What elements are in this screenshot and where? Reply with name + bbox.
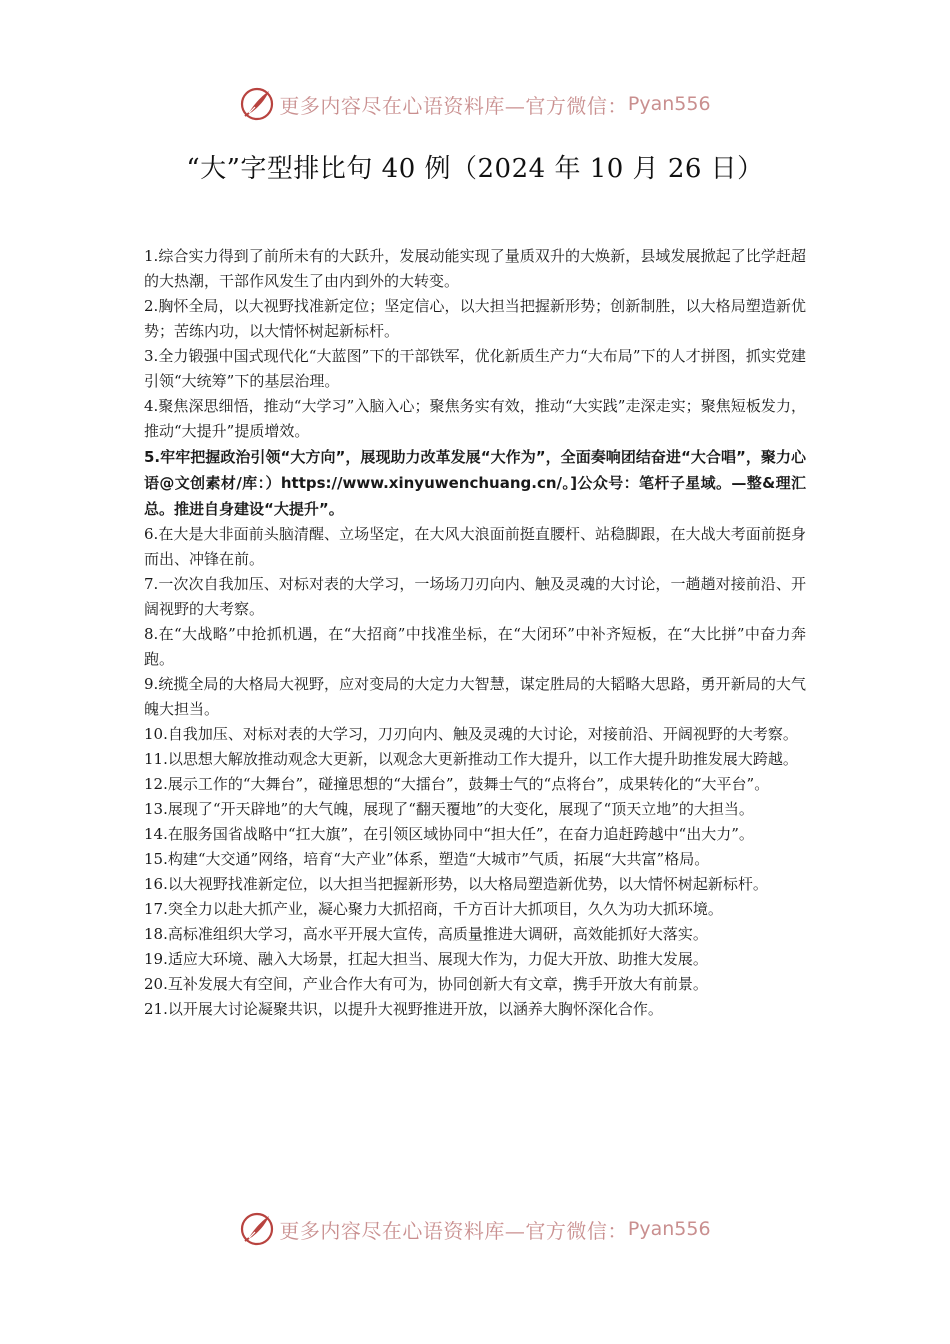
list-item-17: 17.突全力以赴大抓产业，凝心聚力大抓招商，千方百计大抓项目，久久为功大抓环境。 <box>144 900 723 918</box>
list-item-3: 3.全力锻强中国式现代化“大蓝图”下的干部铁军，优化新质生产力“大布局”下的人才拼图，抓实党建引领“大统筹”下的基层治理。 <box>144 347 806 390</box>
document-body <box>144 244 806 1022</box>
list-item-4: 4.聚焦深思细悟，推动“大学习”入脑入心；聚焦务实有效，推动“大实践”走深走实；聚焦短板发力，推动“大提升”提质增效。 <box>144 397 806 440</box>
list-item-11: 11.以思想大解放推动观念大更新，以观念大更新推动工作大提升，以工作大提升助推发展大跨越。 <box>144 750 798 768</box>
list-item-12: 12.展示工作的“大舞台”，碰撞思想的“大擂台”，鼓舞士气的“点将台”，成果转化的“大平台”。 <box>144 775 770 793</box>
list-item-9: 9.统揽全局的大格局大视野，应对变局的大定力大智慧，谋定胜局的大韬略大思路，勇开新局的大气魄大担当。 <box>144 675 806 718</box>
list-item-19: 19.适应大环境、融入大场景，扛起大担当、展现大作为，力促大开放、助推大发展。 <box>144 950 708 968</box>
quill-logo-icon <box>239 86 275 122</box>
page-title: “大”字型排比句 40 例（2024 年 10 月 26 日） <box>186 154 764 184</box>
list-item-10: 10.自我加压、对标对表的大学习，刀刃向内、触及灵魂的大讨论，对接前沿、开阔视野的大考察。 <box>144 725 798 743</box>
list-item-2: 2.胸怀全局，以大视野找准新定位；坚定信心，以大担当把握新形势；创新制胜，以大格局塑造新优势；苦练内功，以大情怀树起新标杆。 <box>144 297 806 340</box>
list-item-1: 1.综合实力得到了前所未有的大跃升，发展动能实现了量质双升的大焕新，县域发展掀起了比学赶超的大热潮，干部作风发生了由内到外的大转变。 <box>144 247 806 290</box>
list-item-13: 13.展现了“开天辟地”的大气魄，展现了“翻天覆地”的大变化，展现了“顶天立地”的大担当。 <box>144 800 754 818</box>
banner-wechat-id: Pyan556 <box>627 93 711 115</box>
list-item-15: 15.构建“大交通”网络，培育“大产业”体系，塑造“大城市”气质，拓展“大共富”格局。 <box>144 850 710 868</box>
banner-text: 更多内容尽在心语资料库—官方微信： <box>279 1218 628 1243</box>
banner-wechat-id: Pyan556 <box>627 1218 711 1240</box>
list-item-18: 18.高标准组织大学习，高水平开展大宣传，高质量推进大调研，高效能抓好大落实。 <box>144 925 708 943</box>
list-item-8: 8.在“大战略”中抢抓机遇，在“大招商”中找准坐标，在“大闭环”中补齐短板，在“大比拼”中奋力奔跑。 <box>144 625 806 668</box>
list-item-21: 21.以开展大讨论凝聚共识，以提升大视野推进开放，以涵养大胸怀深化合作。 <box>144 1000 663 1018</box>
header-banner <box>0 84 950 124</box>
list-item-5: 5.牢牢把握政治引领“大方向”，展现助力改革发展“大作为”，全面奏响团结奋进“大合唱”，聚力心语@文创素材/库：）https://www.xinyuwenchuang.cn/。]公众号：笔杆子星域。—整&理汇总。推进自身建设“大提升”。 <box>144 448 806 518</box>
list-item-16: 16.以大视野找准新定位，以大担当把握新形势，以大格局塑造新优势，以大情怀树起新标杆。 <box>144 875 768 893</box>
list-item-7: 7.一次次自我加压、对标对表的大学习，一场场刀刃向内、触及灵魂的大讨论，一趟趟对接前沿、开阔视野的大考察。 <box>144 575 806 618</box>
list-item-6: 6.在大是大非面前头脑清醒、立场坚定，在大风大浪面前挺直腰杆、站稳脚跟，在大战大考面前挺身而出、冲锋在前。 <box>144 525 806 568</box>
quill-logo-icon <box>239 1211 275 1247</box>
list-item-20: 20.互补发展大有空间，产业合作大有可为，协同创新大有文章，携手开放大有前景。 <box>144 975 708 993</box>
footer-banner <box>0 1209 950 1249</box>
banner-text: 更多内容尽在心语资料库—官方微信： <box>279 93 628 118</box>
list-item-14: 14.在服务国省战略中“扛大旗”，在引领区域协同中“担大任”，在奋力追赶跨越中“出大力”。 <box>144 825 754 843</box>
